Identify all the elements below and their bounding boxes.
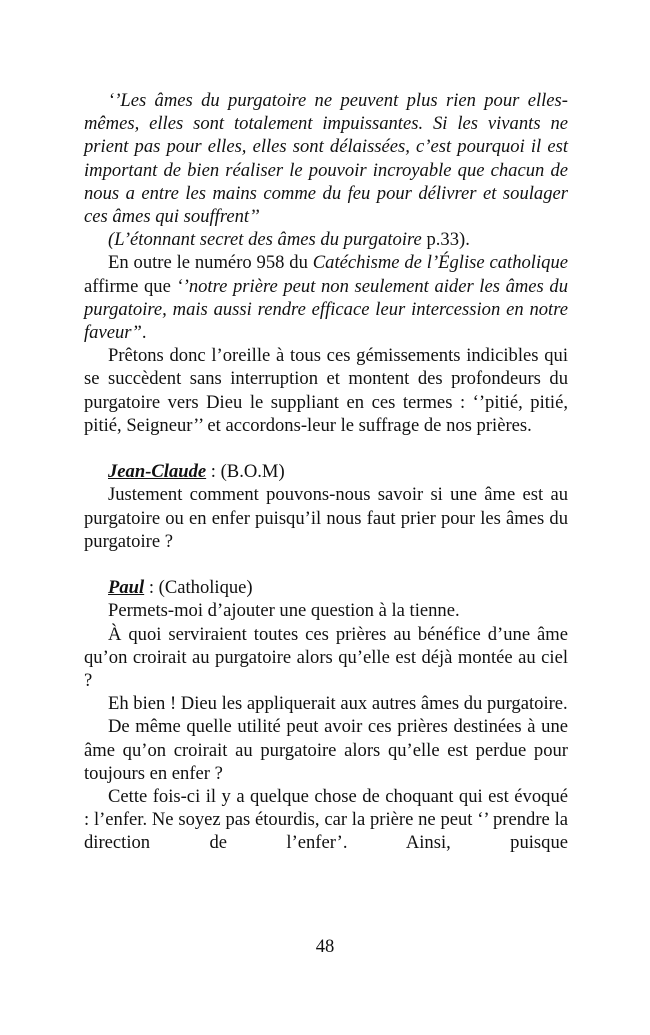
catechism-book-title: Catéchisme de l’Église catholique bbox=[312, 252, 568, 274]
paul-paragraph: À quoi serviraient toutes ces prières au bénéfice d’une âme qu’on croirait au purgatoire alors qu’elle est déjà montée au ciel ? bbox=[84, 623, 568, 692]
body-text bbox=[84, 89, 568, 855]
jean-claude-question: Justement comment pouvons-nous savoir si une âme est au purgatoire ou en enfer puisqu’il nous faut prier pour les âmes du purgatoire ? bbox=[84, 484, 568, 552]
catechism-verb: affirme que bbox=[84, 275, 177, 297]
pretons-paragraph: Prêtons donc l’oreille à tous ces gémissements indicibles qui se succèdent sans interruption et montent des profondeurs du purgatoire vers Dieu le suppliant en ces termes : ‘’pitié, pitié, pitié, Seigneur’’ et accordons-leur le suffrage de nos prières. bbox=[84, 345, 568, 436]
paul-paragraph: De même quelle utilité peut avoir ces prières destinées à une âme qu’on croirait au purgatoire alors qu’elle est perdue pour toujours en enfer ? bbox=[84, 716, 568, 784]
speaker-affiliation-paul: : (Catholique) bbox=[144, 577, 253, 599]
catechism-end: . bbox=[141, 322, 147, 344]
paul-paragraph: Eh bien ! Dieu les appliquerait aux autres âmes du purgatoire. bbox=[108, 693, 568, 715]
page-number: 48 bbox=[315, 936, 335, 957]
section-gap bbox=[84, 553, 568, 576]
paul-paragraph: Permets-moi d’ajouter une question à la tienne. bbox=[108, 600, 460, 622]
quote-paragraph: ‘’Les âmes du purgatoire ne peuvent plus rien pour elles-mêmes, elles sont totalement impuissantes. Si les vivants ne prient pas pour elles, elles sont délaissées, c’est pourquoi il est important de bien réaliser le pouvoir incroyable que chacun de nous a entre les mains comme du feu pour délivrer et soulager ces âmes qui souffrent’’ bbox=[84, 90, 568, 228]
speaker-line-jean-claude bbox=[84, 460, 568, 483]
catechism-paragraph bbox=[84, 251, 568, 344]
speaker-line-paul bbox=[84, 576, 568, 599]
quote-source-page: p.33). bbox=[421, 229, 470, 251]
section-gap bbox=[84, 437, 568, 460]
quote-source-title: (L’étonnant secret des âmes du purgatoire bbox=[108, 229, 422, 251]
quote-source bbox=[84, 228, 568, 251]
catechism-quote: ‘’notre prière peut non seulement aider les âmes du purgatoire, mais aussi rendre efficace leur intercession en notre faveur” bbox=[84, 275, 568, 344]
speaker-affiliation-jean-claude: : (B.O.M) bbox=[206, 461, 285, 483]
speaker-name-jean-claude: Jean-Claude bbox=[108, 461, 207, 483]
catechism-intro: En outre le numéro 958 du bbox=[108, 252, 313, 274]
paul-paragraph-continued: Cette fois-ci il y a quelque chose de choquant qui est évoqué : l’enfer. Ne soyez pas étourdis, car la prière ne peut ‘’ prendre la direction de l’enfer’. Ainsi, puisque bbox=[84, 786, 568, 854]
speaker-name-paul: Paul bbox=[108, 577, 145, 599]
